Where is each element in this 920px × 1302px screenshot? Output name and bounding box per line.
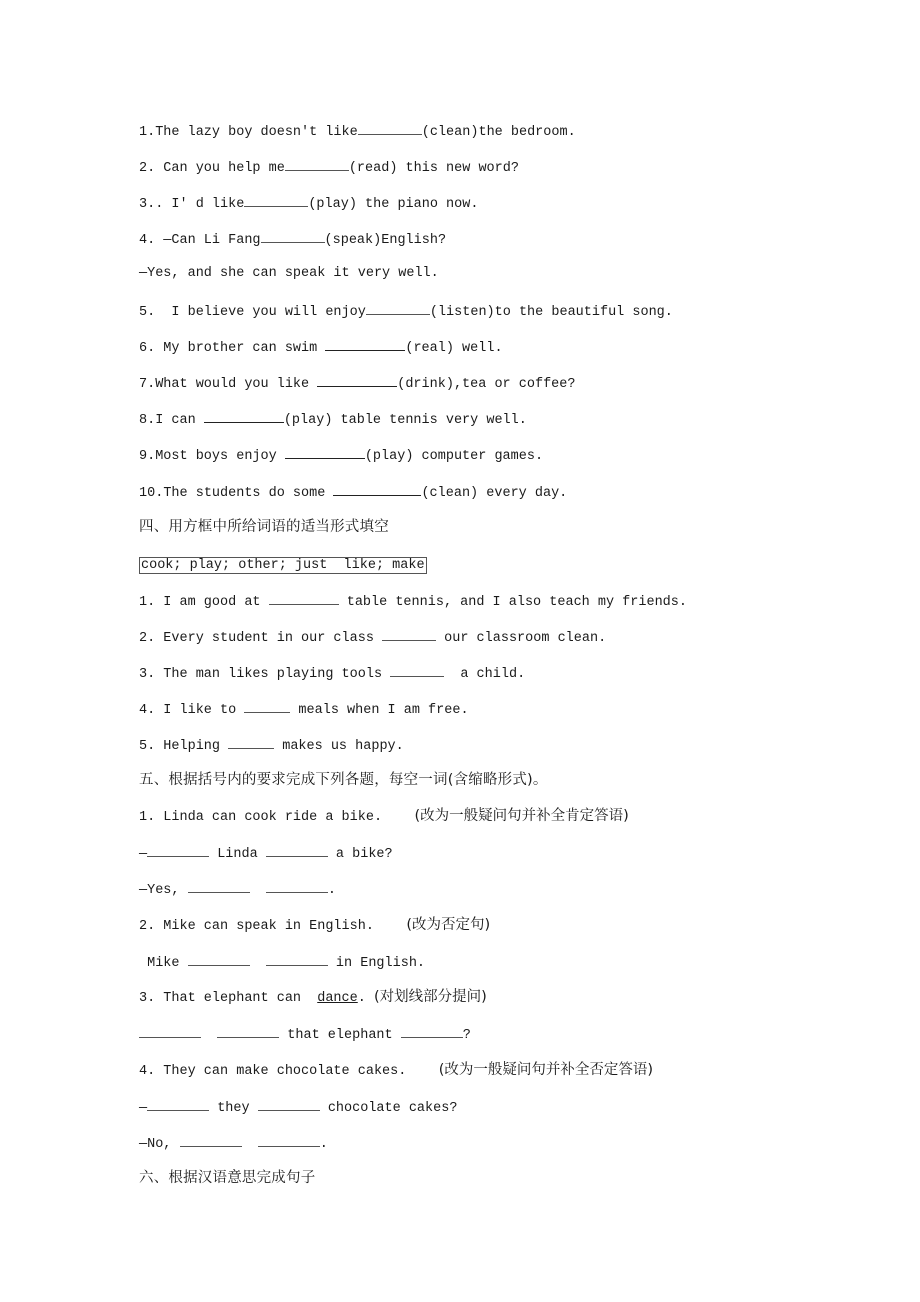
answer-blank[interactable] [285,445,365,459]
answer-blank[interactable] [390,663,444,677]
answer-blank[interactable] [244,699,290,713]
answer-blank[interactable] [358,121,422,135]
s3-item-5: 5. I believe you will enjoy (listen)to the beautiful song. [139,301,673,322]
answer-blank[interactable] [244,193,308,207]
word-box: cook; play; other; just like; make [141,558,425,573]
s5-q4-line2: —No, . [139,1133,328,1154]
answer-blank[interactable] [258,1097,320,1111]
s3-item-4: 4. —Can Li Fang (speak)English? [139,229,446,250]
s5-q2-line1: Mike in English. [139,952,425,973]
answer-blank[interactable] [266,843,328,857]
answer-blank[interactable] [204,409,284,423]
s3-item-8: 8.I can (play) table tennis very well. [139,409,527,430]
answer-blank[interactable] [188,879,250,893]
s5-q3-line1: that elephant ? [139,1024,471,1045]
s3-item-7: 7.What would you like (drink),tea or coffee? [139,373,575,394]
answer-blank[interactable] [401,1024,463,1038]
answer-blank[interactable] [180,1133,242,1147]
s4-item-2: 2. Every student in our class our classroom clean. [139,627,606,648]
s3-item-2: 2. Can you help me (read) this new word? [139,157,519,178]
s5-q2: 2. Mike can speak in English. (改为否定句) [139,917,491,934]
answer-blank[interactable] [147,843,209,857]
answer-blank[interactable] [382,627,436,641]
s3-item-1: 1.The lazy boy doesn't like (clean)the bedroom. [139,121,576,142]
s4-item-4: 4. I like to meals when I am free. [139,699,469,720]
s5-q1: 1. Linda can cook ride a bike. (改为一般疑问句并补全肯定答语) [139,808,629,825]
section6-heading: 六、根据汉语意思完成句子 [139,1170,316,1186]
s5-q3: 3. That elephant can dance. (对划线部分提问) [139,989,487,1006]
answer-blank[interactable] [269,591,339,605]
underlined-word: dance [317,991,358,1006]
s4-item-1: 1. I am good at table tennis, and I also teach my friends. [139,591,687,612]
s5-q1-line2: —Yes, . [139,879,336,900]
section4-heading: 四、用方框中所给词语的适当形式填空 [139,519,389,535]
s5-q4-line1: — they chocolate cakes? [139,1097,457,1118]
answer-blank[interactable] [266,952,328,966]
answer-blank[interactable] [366,301,430,315]
answer-blank[interactable] [285,157,349,171]
s3-item-9: 9.Most boys enjoy (play) computer games. [139,445,543,466]
answer-blank[interactable] [228,735,274,749]
answer-blank[interactable] [333,482,421,496]
s5-q1-line1: — Linda a bike? [139,843,393,864]
s4-item-5: 5. Helping makes us happy. [139,735,404,756]
answer-blank[interactable] [258,1133,320,1147]
answer-blank[interactable] [217,1024,279,1038]
answer-blank[interactable] [261,229,325,243]
answer-blank[interactable] [139,1024,201,1038]
answer-blank[interactable] [147,1097,209,1111]
s3-item-3: 3.. I' d like (play) the piano now. [139,193,478,214]
s3-item-6: 6. My brother can swim (real) well. [139,337,503,358]
s4-item-3: 3. The man likes playing tools a child. [139,663,525,684]
answer-blank[interactable] [317,373,397,387]
answer-blank[interactable] [188,952,250,966]
s5-q4: 4. They can make chocolate cakes. (改为一般疑问句并补全否定答语) [139,1062,654,1079]
answer-blank[interactable] [325,337,405,351]
section5-heading: 五、根据括号内的要求完成下列各题，每空一词(含缩略形式)。 [139,772,548,788]
s3-item-4-reply: —Yes, and she can speak it very well. [139,266,439,281]
s3-item-10: 10.The students do some (clean) every day. [139,482,567,503]
answer-blank[interactable] [266,879,328,893]
